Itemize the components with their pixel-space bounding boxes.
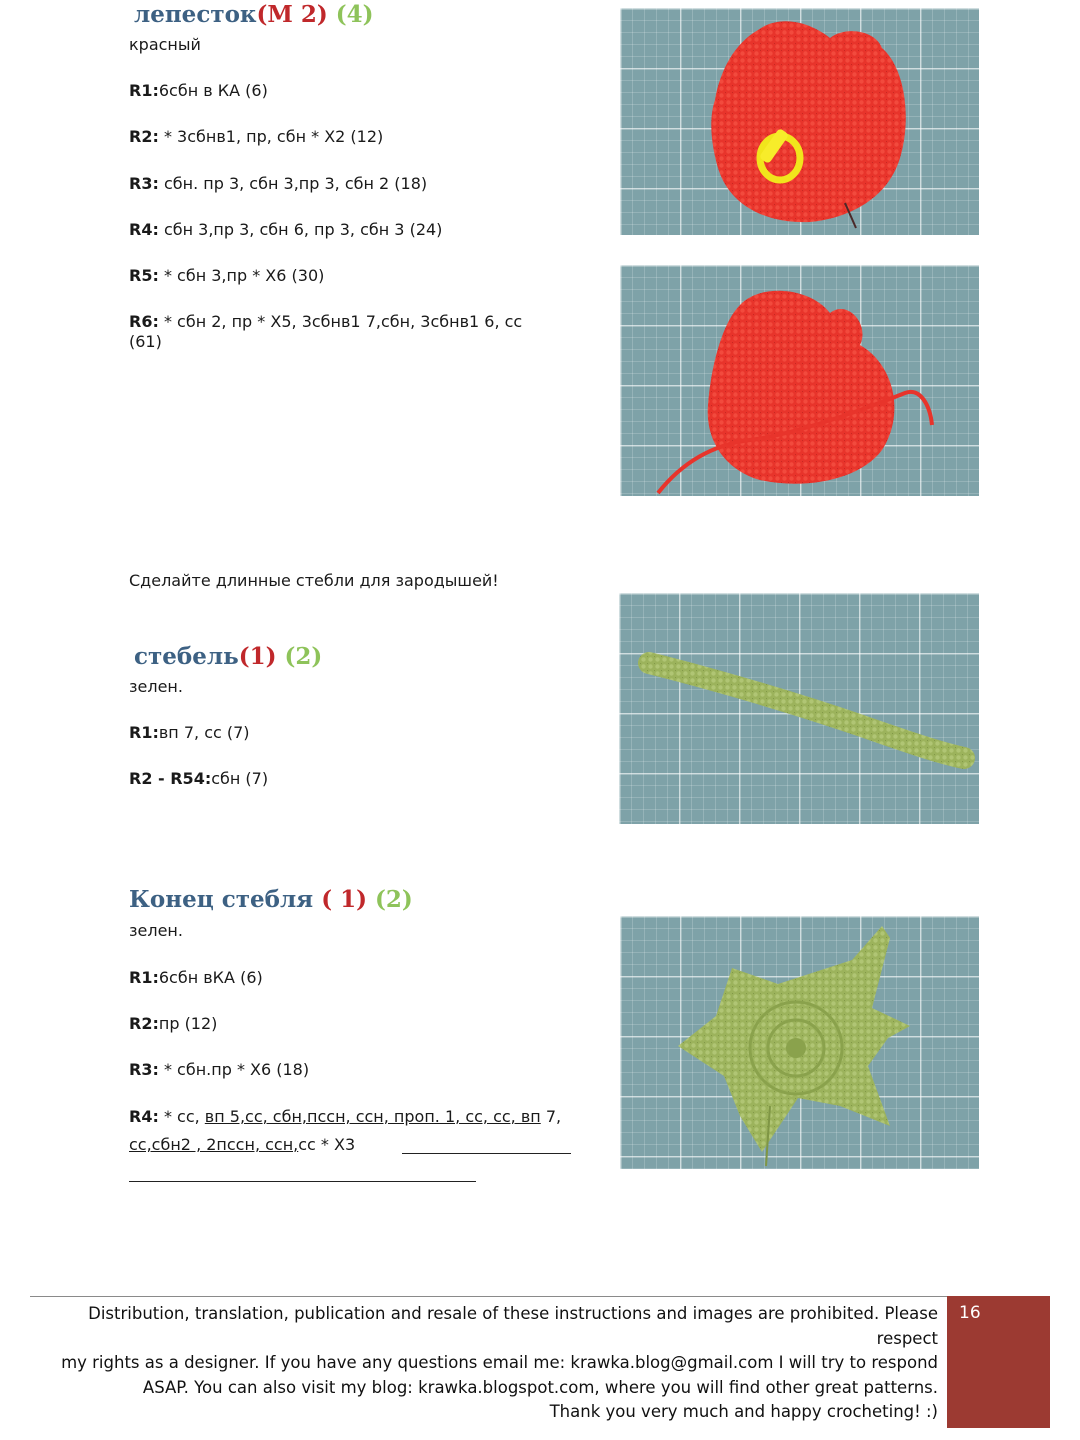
petal-photo-1 (620, 8, 979, 235)
stem-end-heading (129, 888, 413, 911)
row-label: R2: (129, 127, 159, 146)
petal-photo-2 (620, 265, 979, 496)
fill-in-line-2 (129, 1181, 476, 1182)
row-text: * сбн 2, пр * X5, 3сбнв1 7,сбн, 3сбнв1 6, сс (158, 312, 523, 331)
stem-color: зелен. (129, 677, 183, 696)
stem-photo (619, 593, 979, 824)
petal-heading (134, 3, 374, 26)
row-label: R4: (129, 220, 159, 239)
row-label: R2: (129, 1014, 159, 1033)
stem-end-heading-name: Конец стебля (129, 886, 314, 913)
stem-row-2 (129, 769, 268, 789)
row-text: сбн (7) (211, 769, 269, 788)
footer-thanks: Thank you very much and happy crocheting! :) (549, 1402, 938, 1421)
green-star-image (620, 916, 979, 1169)
fill-in-line (402, 1153, 571, 1154)
row-text: вп 7, сс (7) (158, 723, 250, 742)
petal-heading-m: (М 2) (256, 1, 328, 28)
row-text: * сбн 3,пр * X6 (30) (158, 266, 325, 285)
row-text: 6сбн вКА (6) (158, 968, 263, 987)
stem-heading-m: (1) (238, 643, 277, 670)
stem-row-1 (129, 723, 250, 743)
stem-end-row-3 (129, 1060, 309, 1080)
stem-end-row-4-cont (129, 1135, 355, 1155)
row-text: сбн 3,пр 3, сбн 6, пр 3, сбн 3 (24) (158, 220, 443, 239)
stem-end-photo (620, 916, 979, 1169)
petal-row-6-cont: (61) (129, 332, 162, 351)
row-label: R5: (129, 266, 159, 285)
row-text-underlined: вп 5,сс, сбн,пссн, ссн, проп. 1, сс, сс, вп (204, 1107, 541, 1126)
petal-row-3 (129, 174, 427, 194)
petal-color: красный (129, 35, 201, 54)
stem-end-row-1 (129, 968, 263, 988)
row-label: R1: (129, 968, 159, 987)
page-number: 16 (959, 1303, 981, 1323)
row-text: сс * X3 (298, 1135, 356, 1154)
stem-end-row-4 (129, 1107, 561, 1127)
stem-heading (134, 645, 322, 668)
footer-line: Distribution, translation, publication and resale of these instructions and images are prohibited. Please respect (88, 1304, 938, 1348)
stem-end-color: зелен. (129, 921, 183, 940)
stem-heading-name: стебель (134, 643, 239, 670)
petal-row-6 (129, 312, 522, 332)
row-label: R1: (129, 81, 159, 100)
row-label: R3: (129, 1060, 159, 1079)
row-text: 6сбн в КА (6) (158, 81, 268, 100)
footer-line: my rights as a designer. If you have any questions email me: krawka.blog@gmail.com I will try to respond (61, 1353, 938, 1372)
row-label: R1: (129, 723, 159, 742)
petal-row-1 (129, 81, 268, 101)
petal-heading-count: (4) (335, 1, 374, 28)
row-label: R4: (129, 1107, 159, 1126)
footer-notice (30, 1302, 938, 1400)
row-text: * сс, (158, 1107, 205, 1126)
petal-row-4 (129, 220, 442, 240)
row-label: R2 - R54: (129, 769, 212, 788)
footer-divider (30, 1296, 948, 1297)
row-text: 7, (540, 1107, 562, 1126)
row-text: пр (12) (158, 1014, 218, 1033)
note-text: Сделайте длинные стебли для зародышей! (129, 571, 499, 590)
petal-heading-name: лепесток (134, 1, 257, 28)
stem-heading-count: (2) (284, 643, 323, 670)
row-text: сбн. пр 3, сбн 3,пр 3, сбн 2 (18) (158, 174, 428, 193)
row-label: R6: (129, 312, 159, 331)
stem-end-heading-m: ( 1) (321, 886, 367, 913)
red-petal-image (620, 8, 979, 235)
row-label: R3: (129, 174, 159, 193)
red-petal-tail-image (620, 265, 979, 496)
petal-row-5 (129, 266, 324, 286)
stem-end-row-2 (129, 1014, 217, 1034)
row-text: * 3сбнв1, пр, сбн * X2 (12) (158, 127, 384, 146)
stem-end-heading-count: (2) (374, 886, 413, 913)
petal-row-2 (129, 127, 383, 147)
footer-line: ASAP. You can also visit my blog: krawka.blogspot.com, where you will find other great patterns. (142, 1377, 938, 1397)
row-text: * сбн.пр * X6 (18) (158, 1060, 310, 1079)
row-text-underlined: сс,сбн2 , 2пссн, ссн, (129, 1135, 299, 1154)
green-stem-image (619, 593, 979, 824)
